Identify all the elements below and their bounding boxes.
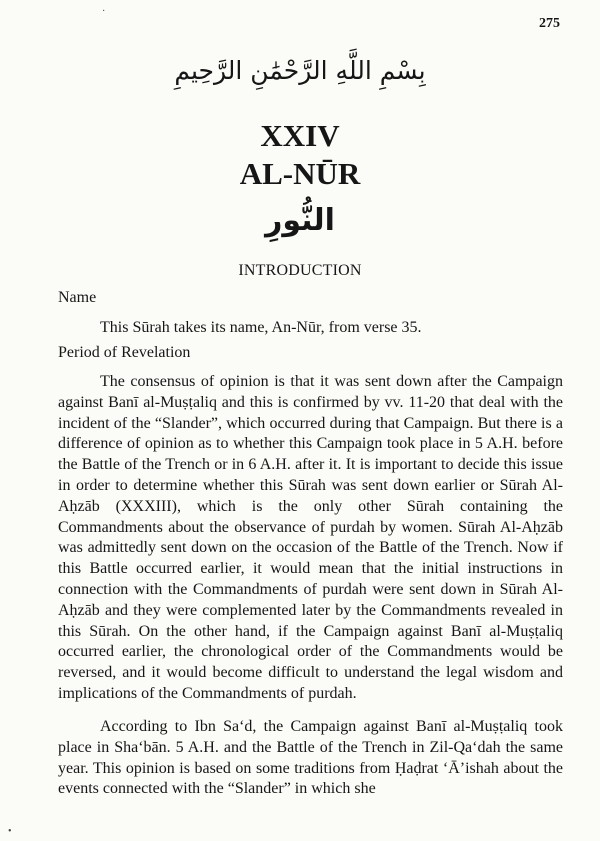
surah-number: XXIV (260, 118, 340, 153)
scan-speck: · (102, 6, 106, 17)
surah-title: AL-NŪR (239, 156, 361, 191)
revelation-paragraph-1: The consensus of opinion is that it was sent down after the Campaign against Banī al-Muṣṭaliq and this is confirmed by vv. 11-20 that deal with the incident of the “Slander”, which occurred during that Campaign. But there is a difference of opinion as to whether this Campaign took place in 5 A.H. before the Battle of the Trench or in 6 A.H. after it. It is important to decide this issue in order to determine whether this Sūrah was sent down earlier or Sūrah Al-Aḥzāb (XXXIII), which is the only other Sūrah containing the Commandments about the observance of purdah by women. Sūrah Al-Aḥzāb was admittedly sent down on the occasion of the Battle of the Trench. Now if this Battle occurred earlier, it would mean that the initial instructions in connection with the Commandments of purdah were sent down in Sūrah Al-Aḥzāb and they were complemented later by the Commandments revealed in this Sūrah. On the other hand, if the Campaign against Banī al-Muṣṭaliq occurred earlier, the chronological order of the Commandments would be reversed, and it would become difficult to understand the legal wisdom and implications of the Commandments of purdah. (58, 373, 563, 702)
basmala: بِسْمِ اللَّهِ الرَّحْمَٰنِ الرَّحِيمِ (174, 56, 426, 85)
name-paragraph: This Sūrah takes its name, An-Nūr, from verse 35. (100, 319, 422, 336)
section-label-name: Name (58, 289, 97, 306)
revelation-paragraph-2: According to Ibn Sa‘d, the Campaign against Banī al-Muṣṭaliq took place in Sha‘bān. 5 A.H. and the Battle of the Trench in Zil-Qa‘dah the same year. This opinion is based on some traditions from Ḥaḍrat ‘Ā’ishah about the events connected with the “Slander” in which she (58, 718, 563, 798)
section-label-period: Period of Revelation (58, 344, 191, 361)
surah-title-arabic: النُّورِ (265, 203, 335, 238)
page-number: 275 (539, 16, 560, 31)
scan-speck: • (8, 826, 12, 837)
introduction-heading: INTRODUCTION (238, 262, 362, 279)
